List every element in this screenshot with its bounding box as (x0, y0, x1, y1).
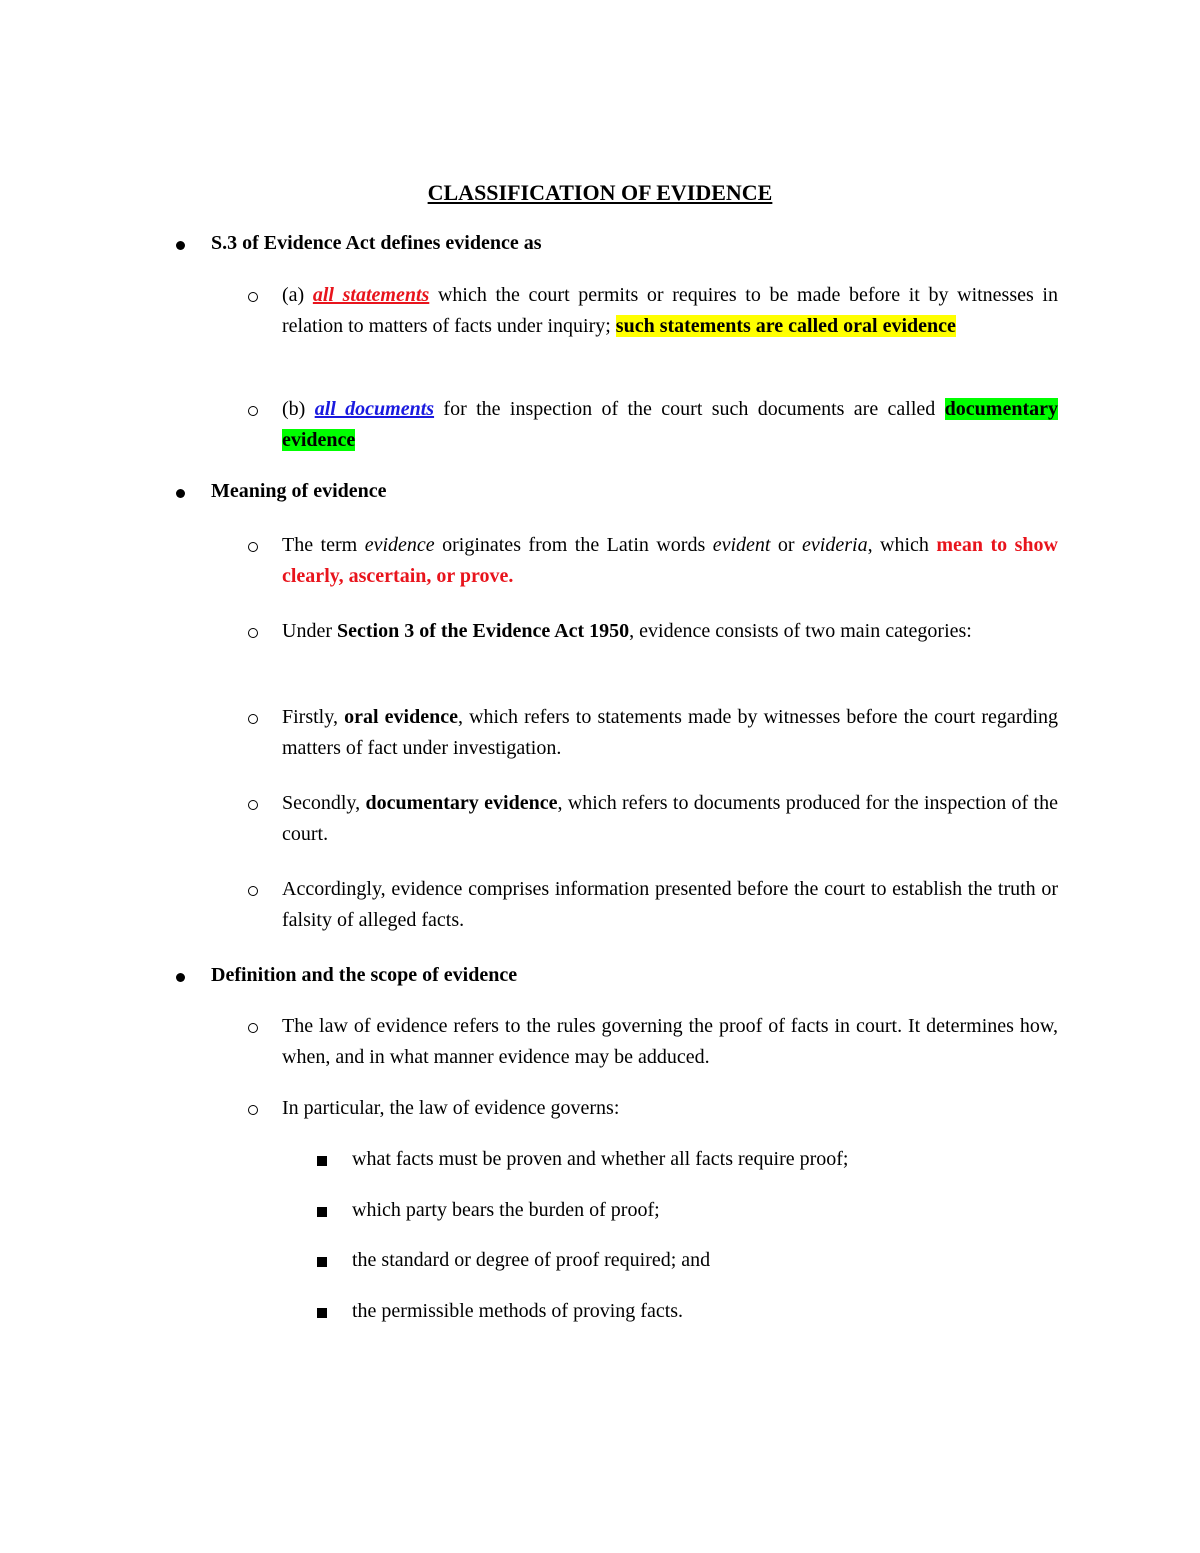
highlight-documentary-evidence: documentary evidence (282, 398, 1058, 451)
sub-list-item: the permissible methods of proving facts. (352, 1300, 684, 1322)
list-item: Secondly, documentary evidence, which refers to documents produced for the inspection of the court. (282, 792, 1058, 845)
list-item: Under Section 3 of the Evidence Act 1950, evidence consists of two main categories: (282, 620, 972, 642)
list-item (282, 394, 1058, 456)
sub-list-item: the standard or degree of proof required; and (352, 1249, 711, 1271)
bullet-square-icon (317, 1145, 327, 1176)
all-statements-link[interactable]: all statements (312, 284, 430, 306)
bullet-circle-icon (248, 703, 258, 734)
list-item: The law of evidence refers to the rules governing the proof of facts in court. It determines how, when, and in what manner evidence may be adduced. (282, 1015, 1058, 1068)
document-title: CLASSIFICATION OF EVIDENCE (427, 180, 773, 205)
sub-list-item: what facts must be proven and whether all facts require proof; (352, 1148, 849, 1170)
sub-list-item: which party bears the burden of proof; (352, 1199, 660, 1221)
item-text: for the inspection of the court such documents are called (434, 398, 945, 420)
bullet-circle-icon (248, 789, 258, 820)
item-prefix: (a) (282, 284, 313, 306)
bullet-circle-icon (248, 531, 258, 562)
bullet-circle-icon (248, 875, 258, 906)
section-heading: S.3 of Evidence Act defines evidence as (211, 232, 542, 254)
bullet-circle-icon (248, 617, 258, 648)
highlight-oral-evidence: such statements are called oral evidence (615, 315, 956, 337)
bullet-circle-icon (248, 395, 258, 426)
bullet-dot-icon (176, 961, 185, 992)
bullet-circle-icon (248, 281, 258, 312)
bullet-circle-icon (248, 1094, 258, 1125)
list-item: In particular, the law of evidence governs: (282, 1097, 620, 1119)
section-heading: Definition and the scope of evidence (211, 964, 518, 986)
bullet-dot-icon (176, 229, 185, 260)
list-item: Accordingly, evidence comprises information presented before the court to establish the truth or falsity of alleged facts. (282, 878, 1058, 931)
bullet-dot-icon (176, 477, 185, 508)
list-item: Firstly, oral evidence, which refers to statements made by witnesses before the court regarding matters of fact under investigation. (282, 706, 1059, 759)
list-item: The term evidence originates from the Latin words evident or evideria, which mean to show clearly, ascertain, or prove. (282, 534, 1058, 587)
bullet-square-icon (317, 1196, 327, 1227)
item-text: which the court permits or requires to be made before it by witnesses in relation to matters of facts under inquiry; (282, 284, 1058, 337)
bullet-square-icon (317, 1246, 327, 1277)
section-heading: Meaning of evidence (211, 480, 387, 502)
list-item (282, 280, 1058, 342)
all-documents-link[interactable]: all documents (314, 398, 435, 420)
bullet-circle-icon (248, 1012, 258, 1043)
emphasis-text: mean to show clearly, ascertain, or prove. (282, 534, 1058, 587)
item-prefix: (b) (282, 398, 315, 420)
bullet-square-icon (317, 1297, 327, 1328)
